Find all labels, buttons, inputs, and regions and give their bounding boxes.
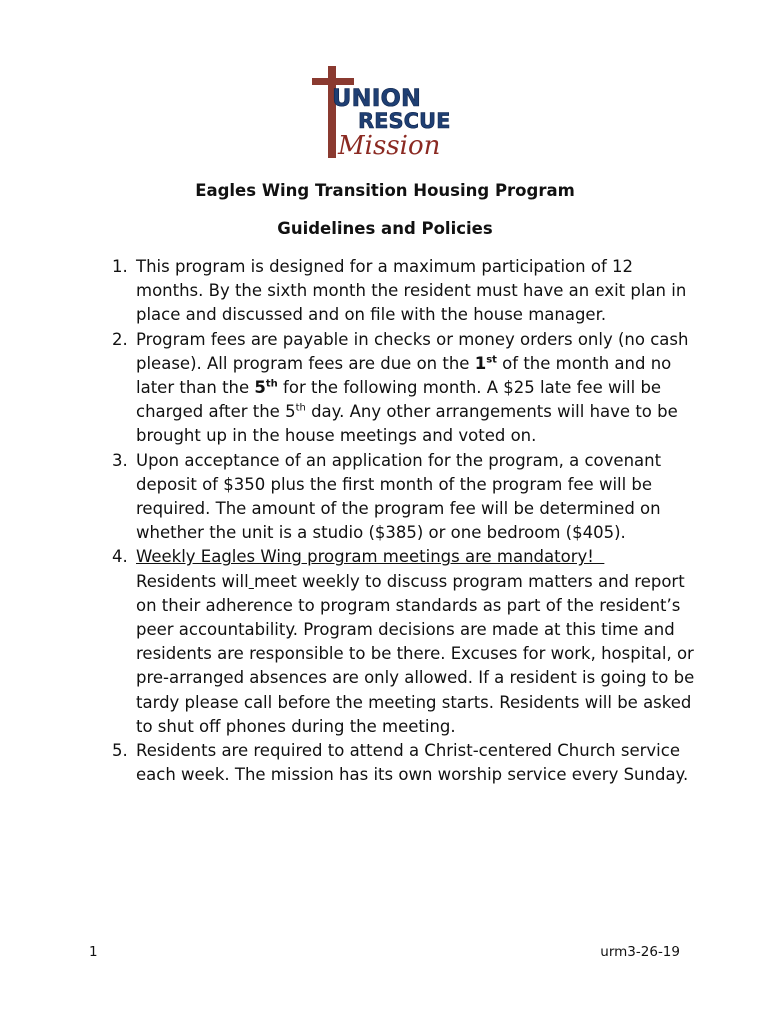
logo-mission-text: Mission [338,131,441,161]
document-subtitle: Guidelines and Policies [277,219,493,238]
late-date: 5th [254,378,278,398]
logo-rescue-text: RESCUE [358,109,451,133]
policy-item-3 [112,449,696,546]
page-number: 1 [89,944,98,960]
policy-item-5 [112,739,696,787]
item-number: 5. [112,741,128,761]
item-text: Residents will [136,571,249,591]
item-text: Upon acceptance of an application for the program, a covenant deposit of $350 plus the first month of the program fee will be required. The amount of the program fee will be determined on whether the unit is a studio ($385) or one bedroom ($405). [136,450,662,543]
item-number: 4. [112,547,128,567]
due-date: 1st [474,353,497,373]
item-text: Program fees are payable in checks or money orders only (no cash please). All program fees are due on the [136,329,689,373]
logo-union-text: UNION [332,84,421,112]
day-suffix: th [295,402,306,414]
policy-item-2: 2. Program fees are payable in checks or money orders only (no cash please). All program fees are due on the 1st of the month and no later than the 5th for the following month. A $25 late fee will be charged after the 5th day. Any other arrangements will have to be brought up in the house meetings and voted on. [112,329,689,446]
document-code: urm3-26-19 [600,944,680,960]
item-text: This program is designed for a maximum participation of 12 months. By the sixth month the resident must have an exit plan in place and discussed and on file with the house manager. [136,257,687,325]
meetings-heading: Weekly Eagles Wing program meetings are mandatory! [136,547,605,567]
item-number: 2. [112,329,128,349]
union-rescue-mission-logo [308,66,464,162]
policy-list [112,255,696,787]
policy-item-1 [112,255,696,328]
document-title: Eagles Wing Transition Housing Program [195,181,575,200]
item-number: 1. [112,257,128,276]
item-number: 3. [112,450,128,470]
item-text: Residents are required to attend a Christ-centered Church service each week. The mission has its own worship service every Sunday. [136,741,689,785]
policy-item-4: 4. Weekly Eagles Wing program meetings are mandatory! Residents will meet weekly to discuss program matters and report on their adherence to program standards as part of the resident’s peer accountability. Program decisions are made at this time and residents are responsible to be there. Excuses for work, hospital, or pre-arranged absences are only allowed. If a resident is going to be tardy please call before the meeting starts. Residents will be asked to shut off phones during the meeting. [112,547,695,736]
